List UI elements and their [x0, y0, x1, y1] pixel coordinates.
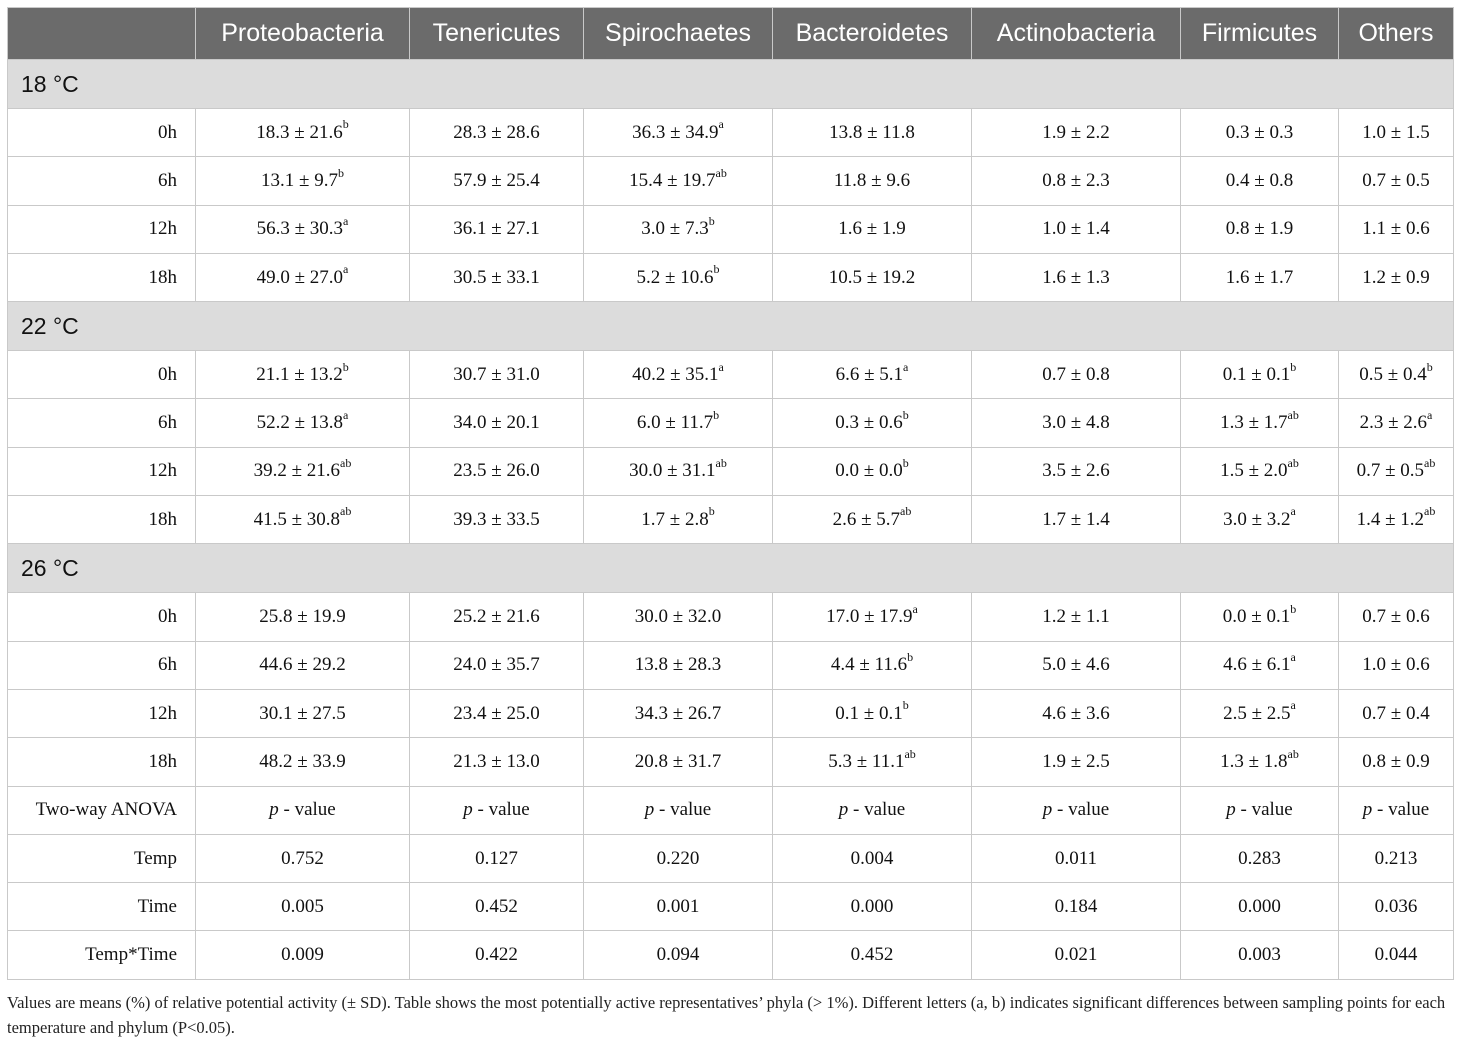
- cell-value: 30.0 ± 31.1: [629, 460, 716, 482]
- significance-letter: a: [1290, 698, 1296, 713]
- cell-value: 0.0 ± 0.1: [1222, 606, 1291, 628]
- value-cell: [1181, 738, 1339, 786]
- cell-value: 25.8 ± 19.9: [259, 606, 346, 628]
- row-label: 12h: [8, 689, 196, 737]
- cell-value: 1.6 ± 1.9: [838, 218, 906, 240]
- group-title: 18 °C: [8, 60, 1454, 109]
- p-value-cell: 0.184: [972, 883, 1181, 931]
- cell-value: 30.0 ± 32.0: [634, 606, 722, 628]
- value-cell: [1181, 399, 1339, 447]
- cell-value: 5.0 ± 4.6: [1042, 654, 1110, 676]
- value-cell: [773, 738, 972, 786]
- anova-row: [8, 834, 1454, 882]
- cell-value: 0.1 ± 0.1: [1222, 363, 1291, 385]
- cell-value: 13.8 ± 11.8: [829, 121, 915, 143]
- column-header: Firmicutes: [1181, 8, 1339, 60]
- p-value-cell: 0.283: [1181, 834, 1339, 882]
- p-value-cell: 0.044: [1339, 931, 1454, 979]
- value-cell: [773, 447, 972, 495]
- significance-letter: b: [713, 262, 720, 277]
- significance-letter: ab: [1287, 407, 1299, 422]
- table-row: [8, 399, 1454, 447]
- significance-letter: b: [1290, 601, 1297, 616]
- row-label: 18h: [8, 253, 196, 301]
- value-cell: [584, 447, 773, 495]
- p-value-cell: 0.752: [196, 834, 410, 882]
- cell-value: 1.5 ± 2.0: [1220, 460, 1288, 482]
- value-cell: [1339, 157, 1454, 205]
- value-cell: [584, 641, 773, 689]
- significance-letter: ab: [340, 504, 352, 519]
- column-header: Actinobacteria: [972, 8, 1181, 60]
- cell-value: 1.0 ± 0.6: [1362, 654, 1430, 676]
- cell-value: 0.7 ± 0.8: [1042, 363, 1110, 385]
- cell-value: 1.9 ± 2.2: [1042, 121, 1110, 143]
- cell-value: 30.5 ± 33.1: [453, 266, 540, 288]
- significance-letter: b: [902, 456, 909, 471]
- cell-value: 21.3 ± 13.0: [453, 750, 540, 772]
- cell-value: 18.3 ± 21.6: [256, 121, 343, 143]
- cell-value: 20.8 ± 31.7: [634, 750, 722, 772]
- cell-value: 1.6 ± 1.7: [1225, 266, 1294, 288]
- p-value-header: [972, 786, 1181, 834]
- value-cell: [410, 351, 584, 399]
- value-cell: [410, 109, 584, 157]
- value-cell: [972, 593, 1181, 641]
- cell-value: 4.6 ± 6.1: [1223, 654, 1291, 676]
- p-symbol: p: [269, 799, 279, 821]
- value-cell: [773, 157, 972, 205]
- cell-value: 28.3 ± 28.6: [453, 121, 540, 143]
- significance-letter: b: [708, 504, 715, 519]
- cell-value: 1.9 ± 2.5: [1042, 750, 1110, 772]
- cell-value: 57.9 ± 25.4: [453, 169, 540, 191]
- value-cell: [972, 109, 1181, 157]
- cell-value: 39.2 ± 21.6: [253, 460, 341, 482]
- p-value-cell: 0.000: [773, 883, 972, 931]
- p-value-cell: 0.213: [1339, 834, 1454, 882]
- value-cell: [773, 641, 972, 689]
- cell-value: 0.1 ± 0.1: [835, 702, 903, 724]
- value-cell: [1339, 593, 1454, 641]
- value-cell: [972, 399, 1181, 447]
- p-symbol: p: [838, 799, 849, 821]
- significance-letter: b: [337, 165, 344, 180]
- value-cell: [584, 496, 773, 544]
- table-row: [8, 447, 1454, 495]
- cell-value: 25.2 ± 21.6: [453, 606, 540, 628]
- cell-value: 24.0 ± 35.7: [453, 654, 540, 676]
- cell-value: 1.2 ± 1.1: [1042, 606, 1110, 628]
- value-cell: [584, 109, 773, 157]
- value-cell: [1181, 351, 1339, 399]
- significance-letter: ab: [1287, 456, 1299, 471]
- value-cell: [196, 399, 410, 447]
- value-cell: [196, 205, 410, 253]
- cell-value: 21.1 ± 13.2: [256, 363, 343, 385]
- value-cell: [773, 109, 972, 157]
- cell-value: 3.5 ± 2.6: [1042, 460, 1110, 482]
- p-value-text: - value: [654, 799, 712, 821]
- column-header: Tenericutes: [410, 8, 584, 60]
- cell-value: 0.7 ± 0.6: [1362, 606, 1430, 628]
- cell-value: 15.4 ± 19.7: [629, 169, 716, 191]
- cell-value: 3.0 ± 7.3: [641, 218, 709, 240]
- cell-value: 1.0 ± 1.4: [1042, 218, 1110, 240]
- row-label: 0h: [8, 593, 196, 641]
- cell-value: 36.1 ± 27.1: [453, 218, 540, 240]
- cell-value: 34.0 ± 20.1: [453, 412, 540, 434]
- significance-letter: a: [903, 359, 909, 374]
- cell-value: 13.8 ± 28.3: [634, 654, 722, 676]
- row-label: 18h: [8, 738, 196, 786]
- value-cell: [196, 253, 410, 301]
- value-cell: [773, 253, 972, 301]
- p-value-text: - value: [1052, 799, 1110, 821]
- value-cell: [196, 641, 410, 689]
- significance-letter: ab: [715, 456, 727, 471]
- value-cell: [196, 447, 410, 495]
- value-cell: [773, 593, 972, 641]
- cell-value: 23.4 ± 25.0: [453, 702, 540, 724]
- p-value-cell: 0.001: [584, 883, 773, 931]
- significance-letter: a: [343, 262, 349, 277]
- table-row: [8, 205, 1454, 253]
- cell-value: 49.0 ± 27.0: [256, 266, 344, 288]
- significance-letter: ab: [340, 456, 352, 471]
- table-row: [8, 109, 1454, 157]
- value-cell: [972, 738, 1181, 786]
- value-cell: [1181, 205, 1339, 253]
- cell-value: 11.8 ± 9.6: [833, 169, 911, 191]
- p-value-header: [1181, 786, 1339, 834]
- cell-value: 3.0 ± 4.8: [1042, 412, 1110, 434]
- temperature-group-row: [8, 544, 1454, 593]
- value-cell: [584, 399, 773, 447]
- cell-value: 0.8 ± 1.9: [1225, 218, 1294, 240]
- value-cell: [1181, 689, 1339, 737]
- column-header: Proteobacteria: [196, 8, 410, 60]
- cell-value: 0.8 ± 2.3: [1042, 169, 1110, 191]
- cell-value: 0.7 ± 0.5: [1356, 460, 1425, 482]
- p-value-text: - value: [848, 799, 906, 821]
- p-value-header: [196, 786, 410, 834]
- cell-value: 52.2 ± 13.8: [256, 412, 344, 434]
- significance-letter: ab: [1424, 456, 1436, 471]
- value-cell: [972, 157, 1181, 205]
- cell-value: 39.3 ± 33.5: [453, 508, 540, 530]
- p-value-text: - value: [472, 799, 530, 821]
- cell-value: 6.6 ± 5.1: [835, 363, 904, 385]
- value-cell: [1339, 399, 1454, 447]
- cell-value: 4.4 ± 11.6: [830, 654, 908, 676]
- cell-value: 13.1 ± 9.7: [261, 169, 338, 191]
- value-cell: [1339, 447, 1454, 495]
- cell-value: 2.6 ± 5.7: [832, 508, 901, 530]
- p-value-cell: 0.009: [196, 931, 410, 979]
- cell-value: 48.2 ± 33.9: [259, 750, 346, 772]
- value-cell: [1339, 496, 1454, 544]
- significance-letter: b: [342, 359, 349, 374]
- column-header: Spirochaetes: [584, 8, 773, 60]
- anova-row: [8, 883, 1454, 931]
- table-row: [8, 157, 1454, 205]
- anova-label: Two-way ANOVA: [8, 786, 196, 834]
- significance-letter: ab: [715, 165, 727, 180]
- group-title: 26 °C: [8, 544, 1454, 593]
- p-value-cell: 0.005: [196, 883, 410, 931]
- row-label: 6h: [8, 641, 196, 689]
- value-cell: [1339, 205, 1454, 253]
- value-cell: [196, 157, 410, 205]
- p-value-header: [410, 786, 584, 834]
- value-cell: [1181, 253, 1339, 301]
- row-label: 6h: [8, 399, 196, 447]
- value-cell: [196, 109, 410, 157]
- significance-letter: b: [902, 698, 909, 713]
- row-label: Time: [8, 883, 196, 931]
- value-cell: [1181, 641, 1339, 689]
- value-cell: [410, 157, 584, 205]
- p-value-cell: 0.036: [1339, 883, 1454, 931]
- value-cell: [1339, 109, 1454, 157]
- significance-letter: b: [342, 117, 349, 132]
- cell-value: 1.4 ± 1.2: [1356, 508, 1425, 530]
- table-row: [8, 253, 1454, 301]
- value-cell: [972, 689, 1181, 737]
- value-cell: [1339, 689, 1454, 737]
- cell-value: 30.7 ± 31.0: [453, 363, 540, 385]
- cell-value: 0.5 ± 0.4: [1359, 363, 1427, 385]
- value-cell: [1339, 253, 1454, 301]
- cell-value: 0.8 ± 0.9: [1362, 750, 1430, 772]
- significance-letter: ab: [904, 746, 916, 761]
- significance-letter: a: [912, 601, 918, 616]
- p-value-cell: 0.021: [972, 931, 1181, 979]
- value-cell: [972, 351, 1181, 399]
- row-label: 6h: [8, 157, 196, 205]
- p-value-cell: 0.127: [410, 834, 584, 882]
- significance-letter: ab: [900, 504, 912, 519]
- table-header: [8, 8, 1454, 60]
- value-cell: [196, 689, 410, 737]
- value-cell: [1339, 351, 1454, 399]
- value-cell: [773, 689, 972, 737]
- p-value-cell: 0.011: [972, 834, 1181, 882]
- table-row: [8, 641, 1454, 689]
- value-cell: [410, 593, 584, 641]
- significance-letter: b: [713, 407, 720, 422]
- cell-value: 6.0 ± 11.7: [636, 412, 714, 434]
- significance-letter: b: [902, 407, 909, 422]
- cell-value: 30.1 ± 27.5: [259, 702, 346, 724]
- value-cell: [584, 253, 773, 301]
- value-cell: [1181, 109, 1339, 157]
- cell-value: 1.3 ± 1.8: [1220, 750, 1288, 772]
- cell-value: 0.3 ± 0.3: [1225, 121, 1294, 143]
- value-cell: [410, 689, 584, 737]
- cell-value: 1.7 ± 1.4: [1042, 508, 1110, 530]
- p-value-cell: 0.220: [584, 834, 773, 882]
- value-cell: [196, 496, 410, 544]
- value-cell: [584, 689, 773, 737]
- cell-value: 5.2 ± 10.6: [636, 266, 714, 288]
- p-symbol: p: [1226, 799, 1236, 821]
- cell-value: 0.7 ± 0.5: [1362, 169, 1430, 191]
- p-value-cell: 0.003: [1181, 931, 1339, 979]
- p-value-cell: 0.452: [773, 931, 972, 979]
- significance-letter: b: [1426, 359, 1433, 374]
- value-cell: [1181, 447, 1339, 495]
- cell-value: 1.2 ± 0.9: [1362, 266, 1430, 288]
- group-title: 22 °C: [8, 302, 1454, 351]
- row-label: Temp: [8, 834, 196, 882]
- p-value-cell: 0.004: [773, 834, 972, 882]
- p-value-header: [773, 786, 972, 834]
- value-cell: [1339, 738, 1454, 786]
- header-row: [8, 8, 1454, 60]
- cell-value: 0.3 ± 0.6: [835, 412, 903, 434]
- value-cell: [410, 496, 584, 544]
- row-label: 18h: [8, 496, 196, 544]
- cell-value: 23.5 ± 26.0: [453, 460, 540, 482]
- value-cell: [584, 205, 773, 253]
- p-symbol: p: [1042, 799, 1053, 821]
- cell-value: 1.7 ± 2.8: [641, 508, 709, 530]
- cell-value: 1.3 ± 1.7: [1220, 412, 1288, 434]
- value-cell: [1181, 157, 1339, 205]
- table-row: [8, 351, 1454, 399]
- column-header: Bacteroidetes: [773, 8, 972, 60]
- significance-letter: b: [907, 649, 914, 664]
- cell-value: 10.5 ± 19.2: [828, 266, 916, 288]
- value-cell: [1181, 496, 1339, 544]
- table-row: [8, 496, 1454, 544]
- cell-value: 36.3 ± 34.9: [632, 121, 719, 143]
- significance-letter: a: [718, 117, 724, 132]
- temperature-group-row: [8, 302, 1454, 351]
- value-cell: [584, 593, 773, 641]
- p-value-cell: 0.422: [410, 931, 584, 979]
- cell-value: 0.4 ± 0.8: [1225, 169, 1294, 191]
- p-symbol: p: [463, 799, 473, 821]
- table-footnote: Values are means (%) of relative potential activity (± SD). Table shows the most potentially active representatives’ phyla (> 1%). Different letters (a, b) indicates significant differences between sampling points for each temperature and phylum (P<0.05).: [7, 993, 1446, 1037]
- row-label: Temp*Time: [8, 931, 196, 979]
- value-cell: [410, 253, 584, 301]
- value-cell: [972, 447, 1181, 495]
- value-cell: [972, 205, 1181, 253]
- cell-value: 0.7 ± 0.4: [1362, 702, 1430, 724]
- p-value-cell: 0.000: [1181, 883, 1339, 931]
- cell-value: 17.0 ± 17.9: [826, 606, 913, 628]
- value-cell: [410, 399, 584, 447]
- table-row: [8, 738, 1454, 786]
- significance-letter: a: [343, 213, 349, 228]
- value-cell: [773, 351, 972, 399]
- p-value-header: [1339, 786, 1454, 834]
- value-cell: [972, 253, 1181, 301]
- p-symbol: p: [644, 799, 655, 821]
- value-cell: [584, 738, 773, 786]
- cell-value: 4.6 ± 3.6: [1042, 702, 1110, 724]
- value-cell: [584, 351, 773, 399]
- row-label: 0h: [8, 109, 196, 157]
- row-label: 0h: [8, 351, 196, 399]
- p-value-text: - value: [1235, 799, 1293, 821]
- row-label: 12h: [8, 205, 196, 253]
- value-cell: [196, 351, 410, 399]
- value-cell: [410, 205, 584, 253]
- cell-value: 2.5 ± 2.5: [1223, 702, 1291, 724]
- p-value-text: - value: [1372, 799, 1430, 821]
- cell-value: 56.3 ± 30.3: [256, 218, 344, 240]
- value-cell: [1181, 593, 1339, 641]
- cell-value: 1.0 ± 1.5: [1362, 121, 1430, 143]
- value-cell: [584, 157, 773, 205]
- cell-value: 34.3 ± 26.7: [634, 702, 722, 724]
- value-cell: [410, 447, 584, 495]
- cell-value: 1.6 ± 1.3: [1042, 266, 1110, 288]
- value-cell: [773, 205, 972, 253]
- table-body: [8, 60, 1454, 980]
- value-cell: [972, 641, 1181, 689]
- cell-value: 44.6 ± 29.2: [259, 654, 346, 676]
- p-symbol: p: [1362, 799, 1373, 821]
- cell-value: 40.2 ± 35.1: [632, 363, 719, 385]
- table-row: [8, 689, 1454, 737]
- significance-letter: a: [1290, 504, 1296, 519]
- cell-value: 0.0 ± 0.0: [835, 460, 903, 482]
- value-cell: [972, 496, 1181, 544]
- value-cell: [410, 641, 584, 689]
- header-cell-empty: [8, 8, 196, 60]
- value-cell: [196, 593, 410, 641]
- anova-header-row: [8, 786, 1454, 834]
- significance-letter: a: [1290, 649, 1296, 664]
- p-value-header: [584, 786, 773, 834]
- column-header: Others: [1339, 8, 1454, 60]
- significance-letter: ab: [1287, 746, 1299, 761]
- significance-letter: b: [1290, 359, 1297, 374]
- anova-row: [8, 931, 1454, 979]
- value-cell: [773, 496, 972, 544]
- table-row: [8, 593, 1454, 641]
- cell-value: 5.3 ± 11.1: [828, 750, 905, 772]
- value-cell: [410, 738, 584, 786]
- cell-value: 41.5 ± 30.8: [253, 508, 341, 530]
- row-label: 12h: [8, 447, 196, 495]
- significance-letter: b: [708, 213, 715, 228]
- significance-letter: a: [1427, 407, 1433, 422]
- data-table: [7, 7, 1454, 980]
- value-cell: [1339, 641, 1454, 689]
- significance-letter: a: [718, 359, 724, 374]
- cell-value: 1.1 ± 0.6: [1362, 218, 1430, 240]
- temperature-group-row: [8, 60, 1454, 109]
- cell-value: 3.0 ± 3.2: [1223, 508, 1291, 530]
- significance-letter: ab: [1424, 504, 1436, 519]
- value-cell: [773, 399, 972, 447]
- significance-letter: a: [343, 407, 349, 422]
- cell-value: 2.3 ± 2.6: [1359, 412, 1428, 434]
- p-value-cell: 0.452: [410, 883, 584, 931]
- p-value-text: - value: [278, 799, 336, 821]
- p-value-cell: 0.094: [584, 931, 773, 979]
- value-cell: [196, 738, 410, 786]
